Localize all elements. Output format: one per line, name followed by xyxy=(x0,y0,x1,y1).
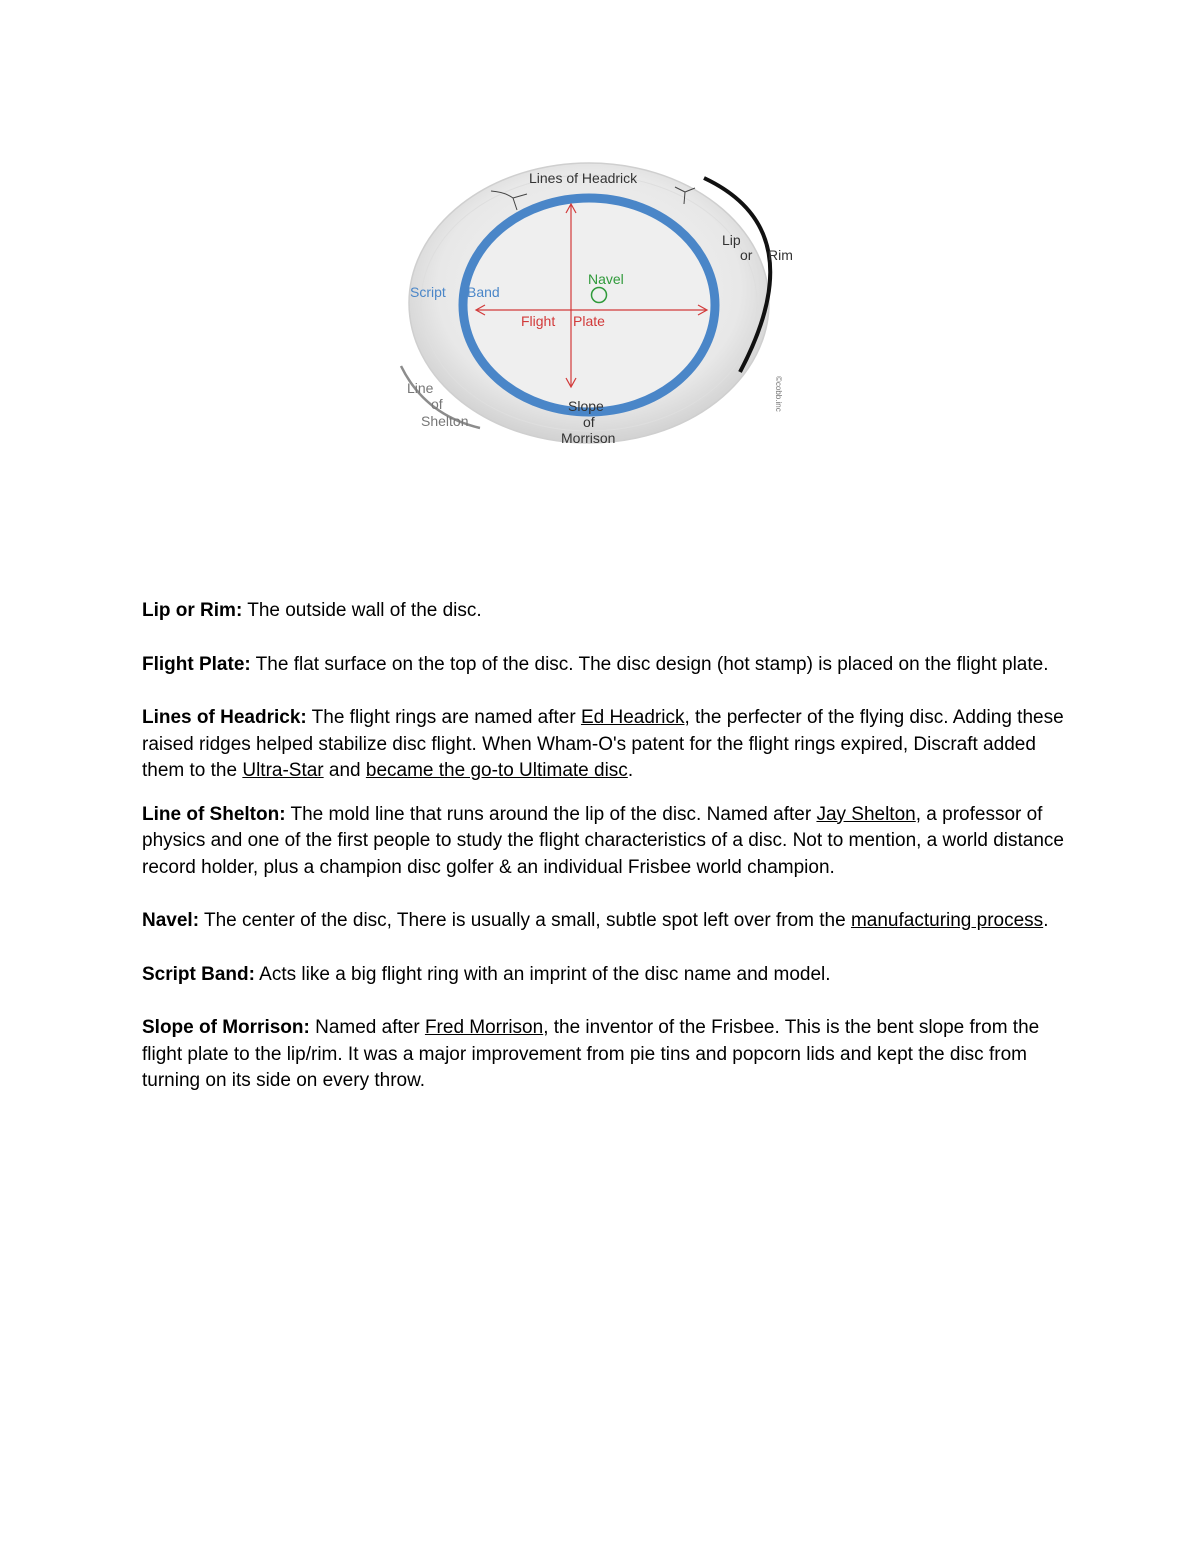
definition-text: The outside wall of the disc. xyxy=(242,600,482,621)
definition-text: Acts like a big flight ring with an imprint of the disc name and model. xyxy=(254,963,831,985)
definition-slope-of-morrison xyxy=(142,1015,1072,1095)
definition-text: Named after xyxy=(309,1017,425,1038)
label-rim: Rim xyxy=(768,247,793,263)
definition-text: The flat surface on the top of the disc. The disc design (hot stamp) is placed on the flight plate. xyxy=(250,653,1049,675)
definition-text: , the perfecter of the flying disc. Adding these raised ridges helped stabilize disc flight. When Wham-O's patent for the flight rings expired, Discraft added them to the xyxy=(142,707,1064,781)
label-band: Band xyxy=(467,284,500,300)
label-of-morrison: of xyxy=(583,414,595,430)
disc-diagram xyxy=(395,160,815,455)
term-script-band: Script Band: xyxy=(142,963,255,985)
definition-text: The mold line that runs around the lip of the disc. Named after xyxy=(285,803,817,825)
label-lines-of-headrick: Lines of Headrick xyxy=(529,170,638,186)
label-plate: Plate xyxy=(573,313,605,329)
disc-diagram-svg xyxy=(395,160,815,455)
link-go-to-ultimate-disc[interactable]: became the go-to Ultimate disc xyxy=(365,760,628,781)
label-flight: Flight xyxy=(521,313,556,329)
link-ed-headrick[interactable]: Ed Headrick xyxy=(580,707,685,728)
label-morrison: Morrison xyxy=(561,430,616,446)
term-lines-of-headrick: Lines of Headrick: xyxy=(142,707,307,728)
link-ultra-star[interactable]: Ultra-Star xyxy=(242,760,324,781)
term-lip-or-rim: Lip or Rim: xyxy=(142,600,243,621)
definition-navel xyxy=(142,908,1072,935)
label-of-shelton: of xyxy=(431,396,443,412)
label-script: Script xyxy=(410,284,446,300)
label-or: or xyxy=(740,247,753,263)
definitions-section xyxy=(142,598,1072,1095)
label-line: Line xyxy=(407,380,434,396)
term-flight-plate: Flight Plate: xyxy=(142,653,251,675)
image-credit: ©cobb.inc xyxy=(774,376,783,412)
script-band-ring xyxy=(463,198,715,412)
definition-text: and xyxy=(323,760,366,781)
definition-text: , a professor of physics and one of the first people to study the flight characteristics of a disc. Not to mention, a world distance record holder, plus a champion disc golfer & an individual Frisbee world champion. xyxy=(142,803,1064,878)
definition-lip-or-rim xyxy=(142,598,1072,625)
definition-text: The flight rings are named after xyxy=(306,707,581,728)
definition-line-of-shelton xyxy=(142,802,1072,882)
label-slope: Slope xyxy=(568,398,604,414)
definition-script-band xyxy=(142,962,1072,989)
link-manufacturing-process[interactable]: manufacturing process xyxy=(850,910,1044,931)
link-jay-shelton[interactable]: Jay Shelton xyxy=(816,803,916,825)
term-slope-of-morrison: Slope of Morrison: xyxy=(142,1017,310,1038)
definition-text: . xyxy=(1043,910,1049,931)
label-lip: Lip xyxy=(722,232,741,248)
label-shelton: Shelton xyxy=(421,413,469,429)
term-navel: Navel: xyxy=(142,910,200,931)
definition-text: . xyxy=(627,760,634,781)
label-navel: Navel xyxy=(588,271,624,287)
link-fred-morrison[interactable]: Fred Morrison xyxy=(424,1017,544,1038)
definition-flight-plate xyxy=(142,652,1072,679)
definition-lines-of-headrick xyxy=(142,705,1072,785)
definition-text: , the inventor of the Frisbee. This is the bent slope from the flight plate to the lip/rim. It was a major improvement from pie tins and popcorn lids and kept the disc from turning on its side on every throw. xyxy=(142,1017,1040,1091)
definition-text: The center of the disc, There is usually a small, subtle spot left over from the xyxy=(199,910,851,931)
term-line-of-shelton: Line of Shelton: xyxy=(142,803,286,825)
